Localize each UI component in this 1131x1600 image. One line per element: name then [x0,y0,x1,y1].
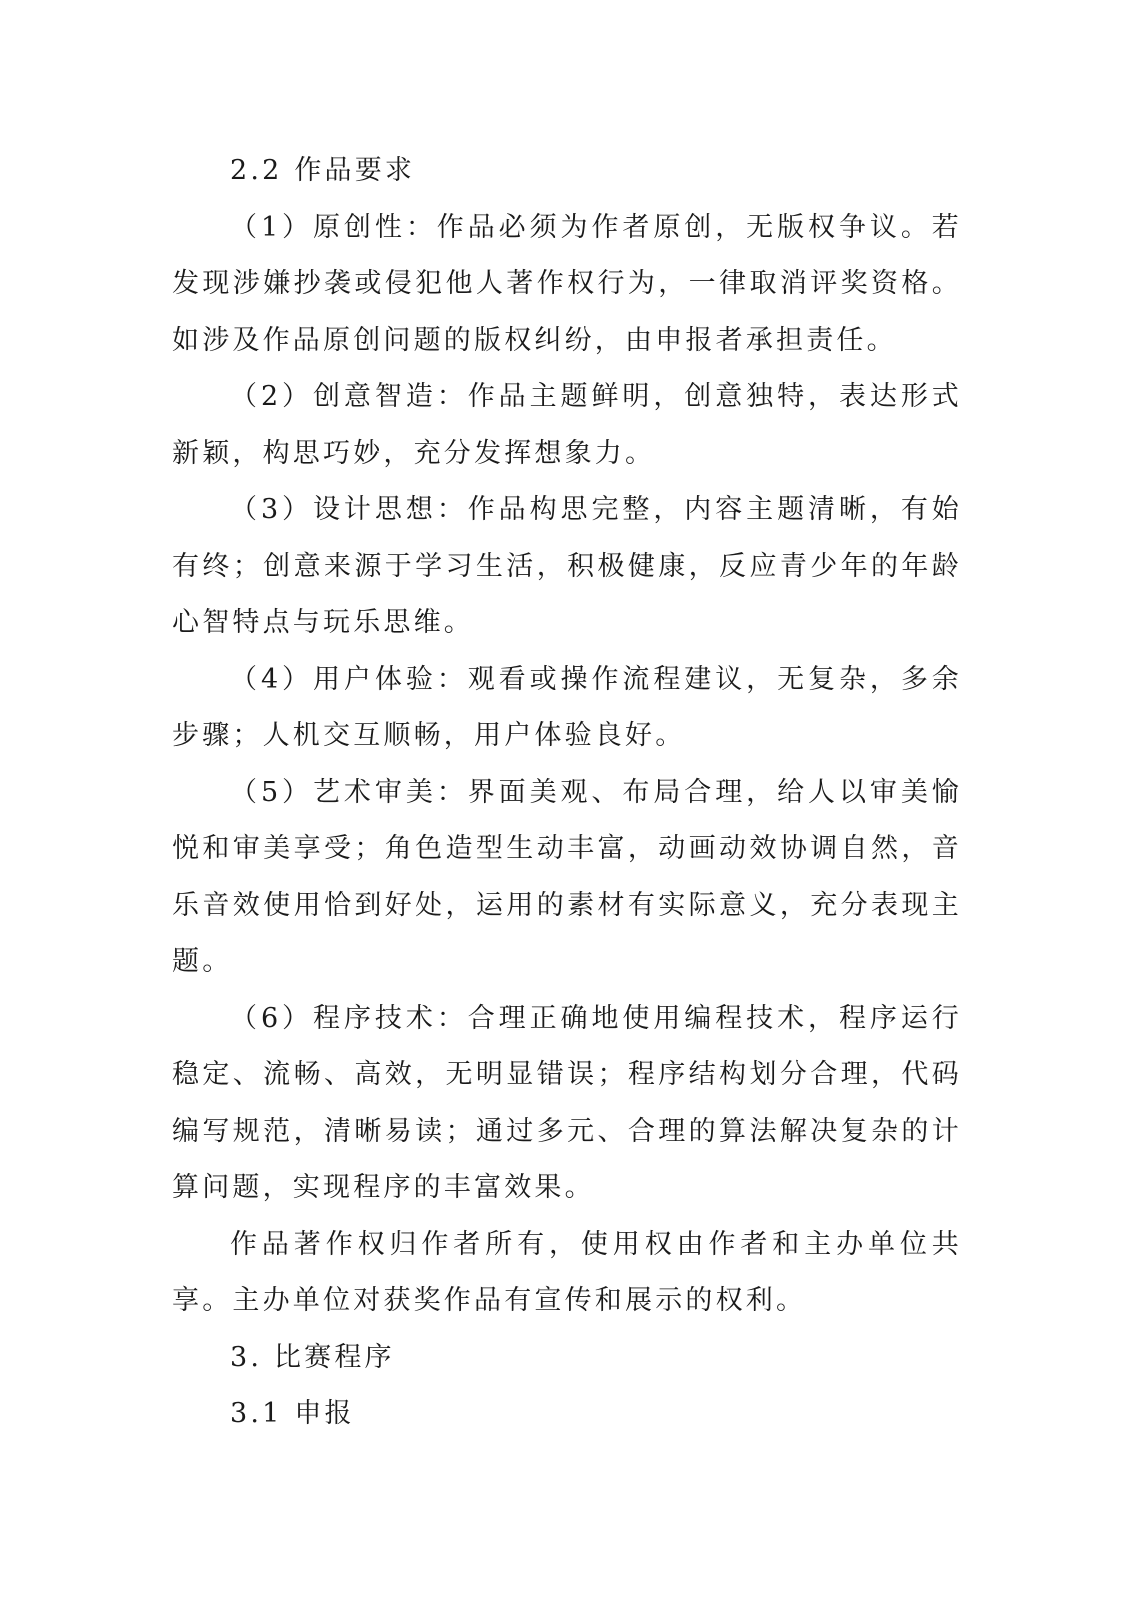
section-heading-3-1: 3.1 申报 [230,1398,355,1429]
requirement-program-technique: （6）程序技术：合理正确地使用编程技术，程序运行稳定、流畅、高效，无明显错误；程序结构划分合理，代码编写规范，清晰易读；通过多元、合理的算法解决复杂的计算问题，实现程序的丰富效果。 [172,1002,962,1203]
requirement-design-thinking: （3）设计思想：作品构思完整，内容主题清晰，有始有终；创意来源于学习生活，积极健康，反应青少年的年龄心智特点与玩乐思维。 [172,494,962,638]
copyright-note: 作品著作权归作者所有，使用权由作者和主办单位共享。主办单位对获奖作品有宣传和展示的权利。 [172,1228,962,1316]
section-heading-3: 3. 比赛程序 [230,1341,395,1373]
requirement-user-experience: （4）用户体验：观看或操作流程建议，无复杂，多余步骤；人机交互顺畅，用户体验良好。 [172,663,962,751]
section-heading-2-2: 2.2 作品要求 [230,155,416,186]
document-body [172,143,962,1443]
requirement-creativity: （2）创意智造：作品主题鲜明，创意独特，表达形式新颖，构思巧妙，充分发挥想象力。 [172,381,962,469]
requirement-originality: （1）原创性：作品必须为作者原创，无版权争议。若发现涉嫌抄袭或侵犯他人著作权行为，一律取消评奖资格。如涉及作品原创问题的版权纠纷，由申报者承担责任。 [172,211,962,356]
requirement-art-aesthetics: （5）艺术审美：界面美观、布局合理，给人以审美愉悦和审美享受；角色造型生动丰富，动画动效协调自然，音乐音效使用恰到好处，运用的素材有实际意义，充分表现主题。 [172,776,962,977]
